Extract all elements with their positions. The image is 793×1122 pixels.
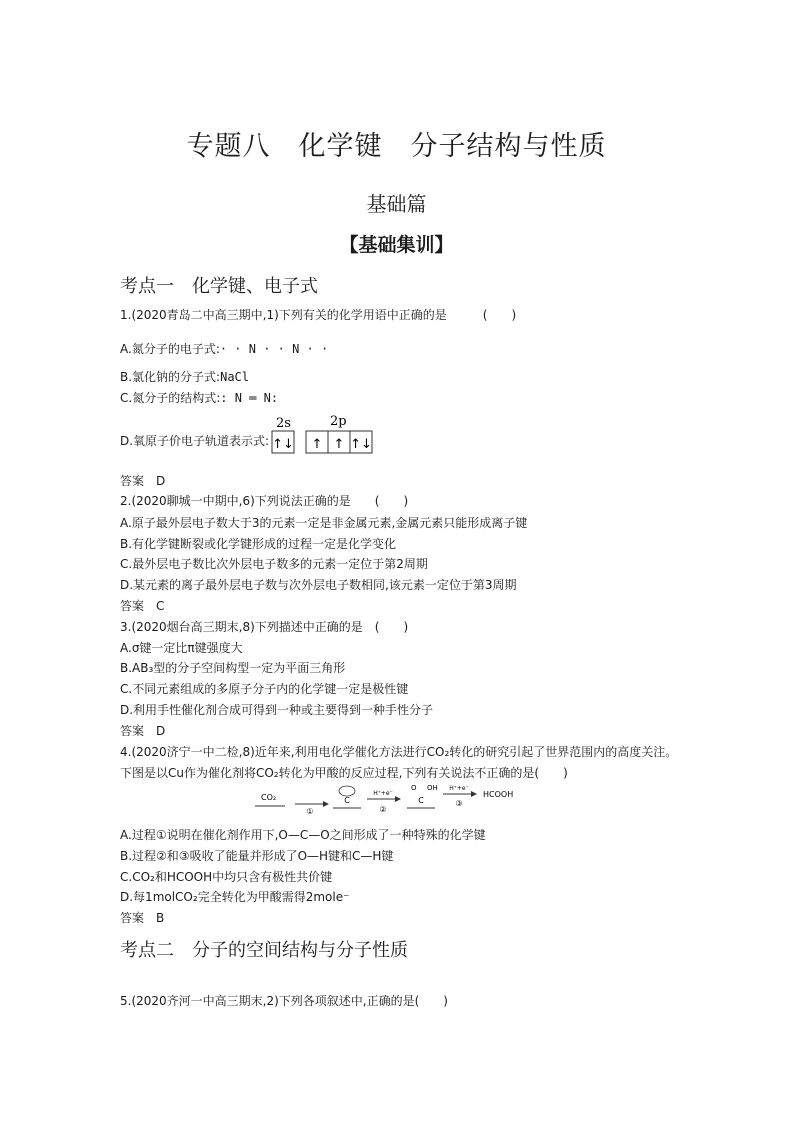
arrow-2-head [395,796,401,802]
question-3-option-d: D.利用手性催化剂合成可得到一种或主要得到一种手性分子 [120,703,434,717]
question-2-option-a: A.原子最外层电子数大于3的元素一定是非金属元素,金属元素只能形成离子键 [120,516,528,530]
question-5-stem: 5.(2020齐河一中高三期末,2)下列各项叙述中,正确的是( ) [120,994,448,1008]
label-2p: 2p [330,414,347,429]
arrow-2p-3: ↑↓ [350,437,372,452]
arrow-1-head [323,801,329,807]
step-2-label: ② [379,805,387,814]
question-3-answer: 答案 D [120,724,166,738]
question-3-option-b: B.AB₃型的分子空间构型一定为平面三角形 [120,661,346,675]
question-3-option-a: A.σ键一定比π键强度大 [120,641,243,655]
oxygen-label: O [411,784,417,792]
question-1-option-a [120,340,328,357]
step-3-reagent: H⁺+e⁻ [449,785,469,792]
question-3-option-c: C.不同元素组成的多原子分子内的化学键一定是极性键 [120,682,409,696]
arrow-2p-2: ↑ [333,437,345,452]
option-label: A.氮分子的电子式: [120,342,220,356]
question-1-option-b [120,368,249,385]
question-2-stem: 2.(2020聊城一中期中,6)下列说法正确的是 ( ) [120,494,409,508]
kaodian-1-heading: 考点一 化学键、电子式 [120,276,318,297]
step-2-reagent: H⁺+e⁻ [373,790,393,797]
arrow-3-head [471,791,477,797]
question-1-stem: 1.(2020青岛二中高三期中,1)下列有关的化学用语中正确的是 ( ) [120,308,517,322]
nacl-formula: NaCl [220,370,249,384]
question-4-stem-2: 下图是以Cu作为催化剂将CO₂转化为甲酸的反应过程,下列有关说法不正确的是( ) [120,766,568,780]
hcooh-label: HCOOH [483,790,514,799]
question-4-option-d: D.每1molCO₂完全转化为甲酸需得2mole⁻ [120,890,350,904]
question-3-stem: 3.(2020烟台高三期末,8)下列描述中正确的是 ( ) [120,620,409,634]
question-4-option-a: A.过程①说明在催化剂作用下,O—C—O之间形成了一种特殊的化学键 [120,828,486,842]
orbital-diagram [270,414,380,458]
question-2-option-b: B.有化学键断裂或化学键形成的过程一定是化学变化 [120,537,397,551]
kaodian-2-heading: 考点二 分子的空间结构与分子性质 [120,940,408,961]
page-subtitle: 基础篇 [366,192,427,216]
page-title: 专题八 化学键 分子结构与性质 [186,131,607,162]
question-2-answer: 答案 C [120,599,165,613]
section-heading: 【基础集训】 [339,234,454,256]
question-2-option-c: C.最外层电子数比次外层电子数多的元素一定位于第2周期 [120,557,428,571]
option-label: C.氮分子的结构式: [120,391,221,405]
question-4-answer: 答案 B [120,911,165,925]
carbon-label-1: C [344,796,350,805]
label-2s: 2s [276,416,291,431]
carbon-label-2: C [418,796,424,805]
question-1-option-d: D.氧原子价电子轨道表示式: [120,434,270,448]
hydroxyl-label: OH [427,784,438,792]
n2-electron-formula: · · N · · N · · [219,342,329,356]
question-2-option-d: D.某元素的离子最外层电子数与次外层电子数相同,该元素一定位于第3周期 [120,578,517,592]
arrow-2s: ↑↓ [272,437,294,452]
question-4-option-c: C.CO₂和HCOOH中均只含有极性共价键 [120,870,333,884]
question-4-stem: 4.(2020济宁一中二检,8)近年来,利用电化学催化方法进行CO₂转化的研究引起了世界范围内的高度关注。 [120,745,678,759]
question-1-answer: 答案 D [120,474,166,488]
arrow-2p-1: ↑ [311,437,323,452]
n2-structural-formula: : N ═ N: [220,391,279,405]
reaction-diagram [255,782,545,816]
step-1-label: ① [306,807,314,816]
question-4-option-b: B.过程②和③吸收了能量并形成了O—H键和C—H键 [120,849,394,863]
co2-label: CO₂ [261,793,277,802]
option-label: B.氯化钠的分子式: [120,370,221,384]
step-3-label: ③ [455,799,463,808]
bond-loop [339,786,355,796]
question-1-option-c [120,389,278,406]
